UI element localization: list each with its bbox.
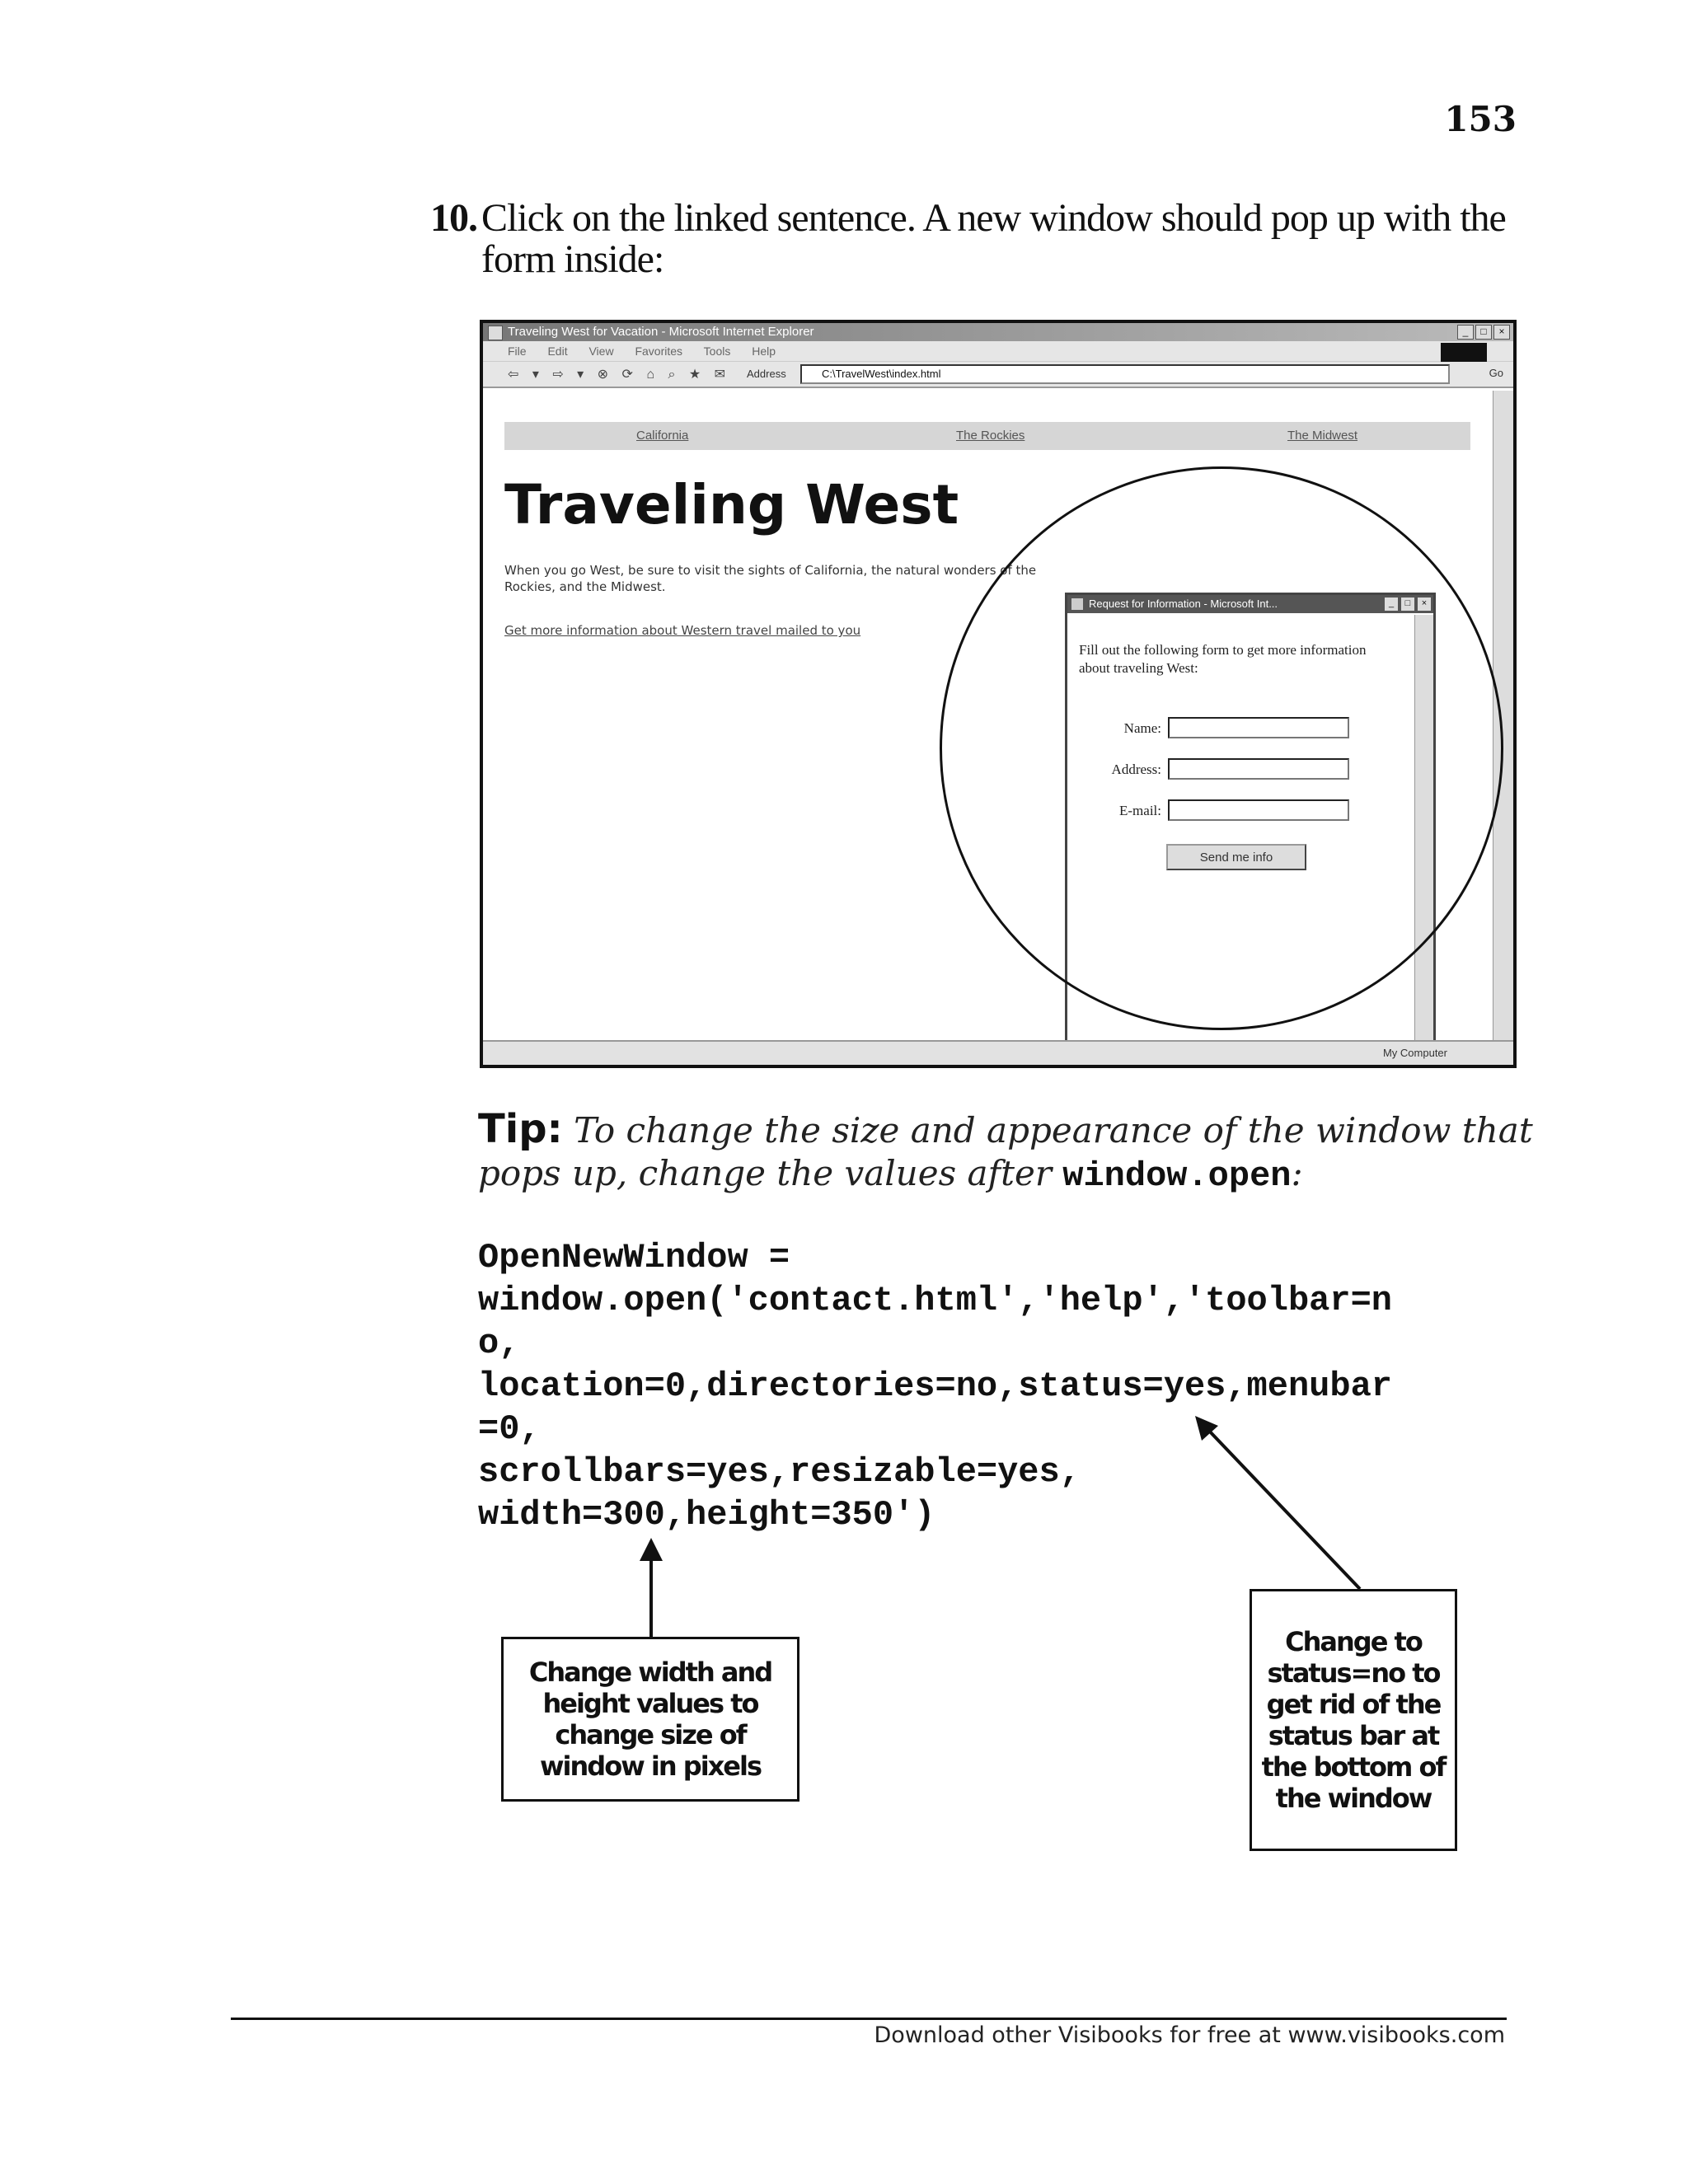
code-line: scrollbars=yes,resizable=yes,: [478, 1452, 1081, 1492]
browser-screenshot: [480, 320, 1517, 1068]
menu-tools[interactable]: Tools: [703, 344, 731, 358]
page-number: 153: [1444, 99, 1517, 139]
popup-title-bar: [1067, 595, 1433, 613]
popup-window: [1065, 593, 1436, 1068]
browser-title: Traveling West for Vacation - Microsoft Internet Explorer: [508, 325, 814, 339]
send-info-button[interactable]: Send me info: [1166, 844, 1306, 870]
info-link[interactable]: Get more information about Western travel mailed to you: [504, 623, 861, 638]
nav-link-midwest[interactable]: The Midwest: [1287, 429, 1358, 443]
tip-text-before: To change the size and appearance of the window that pops up, change the values after: [478, 1110, 1533, 1193]
callout-status: Change to status=no to get rid of the status bar at the bottom of the window: [1250, 1589, 1457, 1851]
email-label: E-mail:: [1119, 803, 1161, 818]
browser-status-zone: My Computer: [1382, 1047, 1447, 1059]
tip-label: Tip:: [478, 1106, 563, 1152]
address-label: Address:: [1111, 762, 1161, 777]
address-field[interactable]: [1168, 758, 1349, 780]
site-body-text: When you go West, be sure to visit the sights of California, the natural wonders of the Rockies, and the Midwest.: [504, 563, 1037, 594]
code-line: o,: [478, 1324, 520, 1363]
email-field[interactable]: [1168, 799, 1349, 821]
menu-view[interactable]: View: [588, 344, 614, 358]
browser-status-bar: [483, 1040, 1513, 1065]
code-line: width=300,height=350'): [478, 1495, 935, 1535]
minimize-button[interactable]: _: [1457, 325, 1474, 340]
maximize-button[interactable]: □: [1475, 325, 1492, 340]
address-bar[interactable]: C:\TravelWest\index.html: [800, 364, 1450, 384]
step-number: 10.: [430, 196, 477, 240]
popup-intro-text: Fill out the following form to get more information about traveling West:: [1079, 642, 1367, 676]
site-nav-bar: [504, 422, 1470, 450]
browser-menu-bar: [483, 341, 1513, 362]
popup-scrollbar[interactable]: [1414, 615, 1433, 1050]
footer-text: Download other Visibooks for free at www.visibooks.com: [874, 2022, 1505, 2048]
code-line: =0,: [478, 1409, 541, 1449]
menu-favorites[interactable]: Favorites: [635, 344, 683, 358]
popup-title: Request for Information - Microsoft Int...: [1089, 598, 1278, 610]
address-row: [1067, 757, 1397, 783]
browser-scrollbar[interactable]: [1493, 391, 1513, 1040]
arrow-head-width-height: [640, 1538, 663, 1561]
name-row: [1067, 715, 1397, 742]
nav-link-rockies[interactable]: The Rockies: [956, 429, 1025, 443]
popup-close-button[interactable]: ×: [1417, 597, 1432, 612]
navigation-buttons-icon[interactable]: ⇦ ▾ ⇨ ▾ ⊗ ⟳ ⌂ ⌕ ★ ✉: [508, 368, 731, 382]
ie-page-icon: [488, 326, 503, 340]
footer-divider: [231, 2018, 1507, 2020]
menu-edit[interactable]: Edit: [547, 344, 568, 358]
go-button[interactable]: Go: [1489, 367, 1503, 379]
browser-title-bar: [483, 323, 1513, 341]
code-line: location=0,directories=no,status=yes,menubar: [478, 1366, 1392, 1406]
close-button[interactable]: ×: [1493, 325, 1510, 340]
code-block: [478, 1236, 1550, 1536]
code-line: OpenNewWindow =: [478, 1238, 790, 1277]
callout-width-height: Change width and height values to change size of window in pixels: [501, 1637, 799, 1802]
tip-paragraph: [478, 1108, 1533, 1197]
step-instruction: [430, 198, 1518, 280]
nav-link-california[interactable]: California: [636, 429, 689, 443]
browser-toolbar: [483, 362, 1513, 388]
site-heading: Traveling West: [504, 473, 959, 537]
popup-minimize-button[interactable]: _: [1384, 597, 1399, 612]
step-text: Click on the linked sentence. A new window should pop up with the form inside:: [481, 196, 1506, 281]
tip-text-after: :: [1291, 1153, 1303, 1193]
menu-file[interactable]: File: [508, 344, 527, 358]
tip-code: window.open: [1062, 1156, 1292, 1196]
popup-maximize-button[interactable]: □: [1400, 597, 1415, 612]
popup-page-icon: [1071, 598, 1083, 610]
name-label: Name:: [1123, 720, 1161, 736]
code-line: window.open('contact.html','help','toolbar=n: [478, 1281, 1392, 1320]
name-field[interactable]: [1168, 717, 1349, 738]
email-row: [1067, 798, 1397, 824]
browser-content: [488, 391, 1492, 1040]
menu-help[interactable]: Help: [752, 344, 776, 358]
address-label: Address: [747, 368, 786, 380]
